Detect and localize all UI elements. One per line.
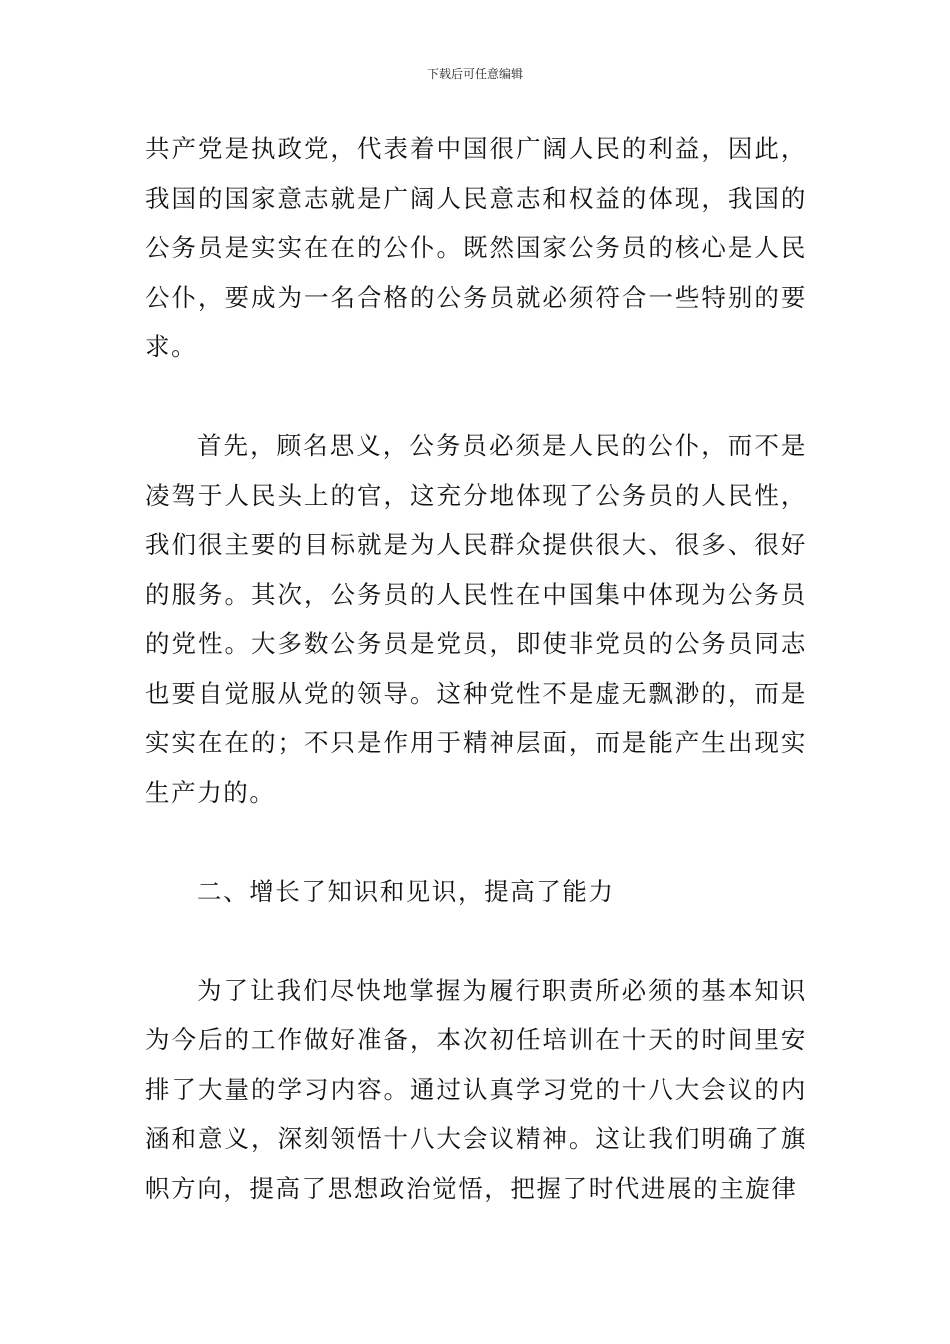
document-body xyxy=(145,124,807,1213)
paragraph-gap xyxy=(145,372,807,422)
header-note: 下载后可任意编辑 xyxy=(426,67,523,81)
paragraph-continuation: 共产党是执政党，代表着中国很广阔人民的利益，因此，我国的国家意志就是广阔人民意志和权益的体现，我国的公务员是实实在在的公仆。既然国家公务员的核心是人民公仆，要成为一名合格的公务员就必须符合一些特别的要求。 xyxy=(145,134,807,361)
paragraph-public-servant-nature: 首先，顾名思义，公务员必须是人民的公仆，而不是凌驾于人民头上的官，这充分地体现了公务员的人民性，我们很主要的目标就是为人民群众提供很大、很多、很好的服务。其次，公务员的人民性在中国集中体现为公务员的党性。大多数公务员是党员，即使非党员的公务员同志也要自觉服从党的领导。这种党性不是虚无飘渺的，而是实实在在的；不只是作用于精神层面，而是能产生出现实生产力的。 xyxy=(145,431,807,807)
paragraph-gap xyxy=(145,817,807,867)
paragraph-training-content: 为了让我们尽快地掌握为履行职责所必须的基本知识为今后的工作做好准备，本次初任培训在十天的时间里安排了大量的学习内容。通过认真学习党的十八大会议的内涵和意义，深刻领悟十八大会议精神。这让我们明确了旗帜方向，提高了思想政治觉悟，把握了时代进展的主旋律 xyxy=(145,975,807,1203)
paragraph-gap xyxy=(145,916,807,966)
section-heading: 二、增长了知识和见识，提高了能力 xyxy=(197,876,615,906)
